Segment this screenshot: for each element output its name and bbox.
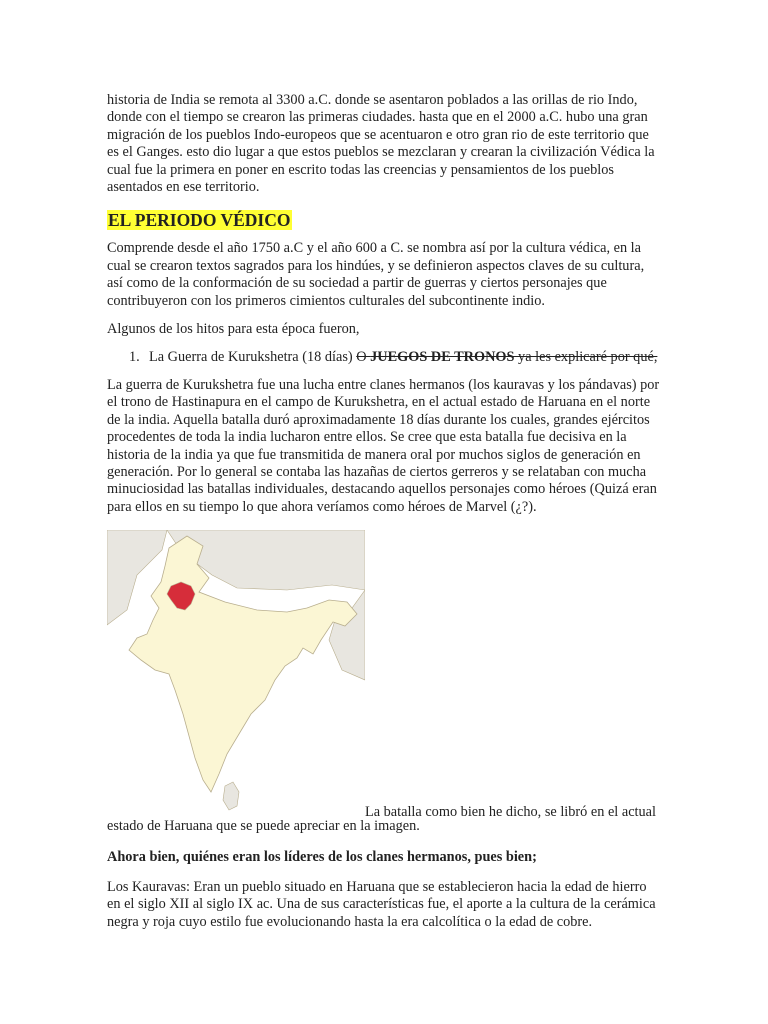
list-number: 1. (129, 349, 140, 366)
caption-line-1: La batalla como bien he dicho, se libró en el actual (365, 804, 656, 821)
kauravas-paragraph: Los Kauravas: Eran un pueblo situado en Haruana que se establecieron hacia la edad de hierro en el siglo XII al siglo IX ac. Una de sus características fue, el aporte a la cultura de la cerámica negra y roja cuyo estilo fue evolucionando hasta la era calcolítica o la edad de cobre. (107, 878, 656, 930)
struck-text (356, 349, 657, 365)
struck-bold: JUEGOS DE TRONOS (370, 349, 515, 366)
list-text-main: La Guerra de Kurukshetra (18 días) (149, 349, 357, 366)
list-text (149, 349, 657, 366)
milestones-intro: Algunos de los hitos para esta época fueron, (107, 321, 360, 338)
figure-row (107, 530, 663, 830)
struck-rest: ya les explicaré por qué, (514, 349, 658, 366)
struck-o: O (356, 349, 371, 366)
list-item (129, 349, 663, 366)
period-paragraph: Comprende desde el año 1750 a.C y el año 600 a C. se nombra así por la cultura védica, en la cual se crearon textos sagrados para los hindúes, y se definieron aspectos claves de su cultura, así como de la conformación de su sociedad a partir de guerras y ciertos personajes que contribuyeron con los primeros cimientos culturales del subcontinente indio. (107, 240, 645, 309)
document-page (107, 92, 663, 942)
caption-line-2: estado de Haruana que se puede apreciar en la imagen. (107, 818, 420, 835)
india-map-image (107, 530, 365, 818)
leaders-question: Ahora bien, quiénes eran los líderes de los clanes hermanos, pues bien; (107, 848, 537, 865)
intro-paragraph: historia de India se remota al 3300 a.C. donde se asentaron poblados a las orillas de rio Indo, donde con el tiempo se crearon las primeras ciudades. hasta que en el 2000 a.C. hubo una gran migración de los pueblos Indo-europeos que se acentuaron e otro gran rio de este territorio que es el Ganges. esto dio lugar a que estos pueblos se mezclaran y crearan la civilización Védica la cual fue la primera en poner en escrito todas las creencias y pensamientos de los pueblos asentados en ese territorio. (107, 92, 655, 196)
kurukshetra-paragraph: La guerra de Kurukshetra fue una lucha entre clanes hermanos (los kauravas y los pándavas) por el trono de Hastinapura en el campo de Kurukshetra, en el actual estado de Haruana en el norte de la india. Aquella batalla duró aproximadamente 18 días durante los cuales, grandes ejércitos procedentes de toda la india lucharon entre ellos. Se cree que esta batalla fue decisiva en la historia de la india ya que fue transmitida de manera oral por muchos siglos de generación en generación. Por lo general se contaba las hazañas de ciertos gerreros y se relataban con mucha minuciosidad las batallas individuales, destacando aquellos personajes como héroes (Quizá eran para ellos en su tiempo lo que ahora veríamos como héroes de Marvel (¿?). (107, 376, 660, 515)
section-heading: EL PERIODO VÉDICO (108, 210, 291, 231)
